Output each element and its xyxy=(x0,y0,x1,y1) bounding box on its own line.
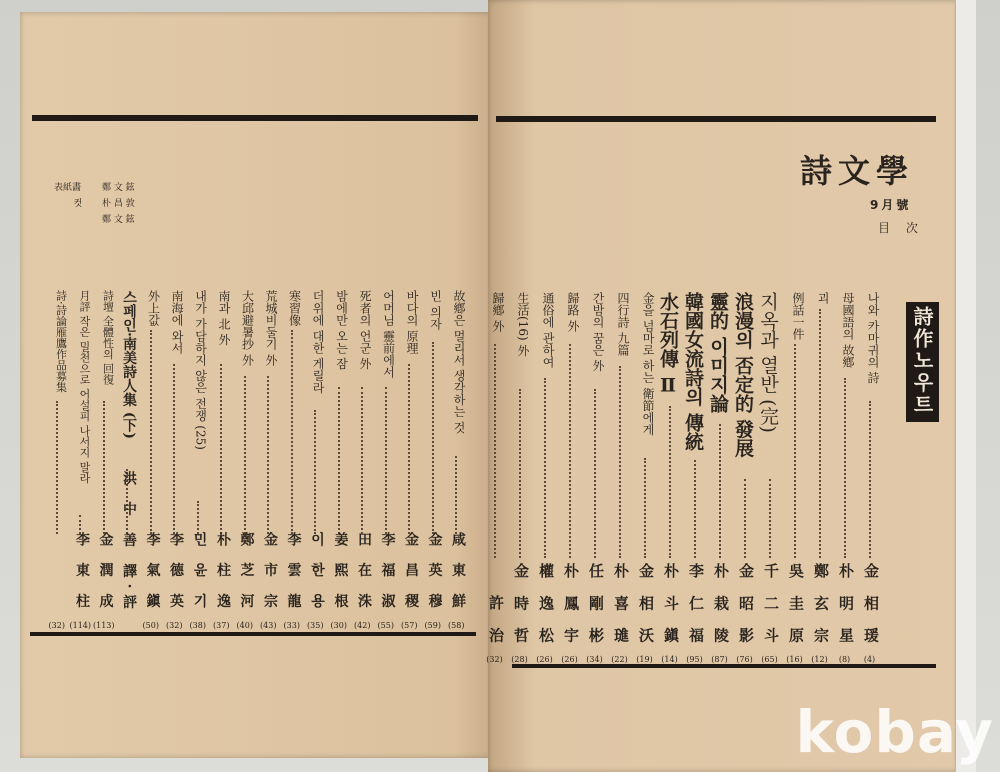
toc-page-number: (38) xyxy=(189,621,206,630)
credit-role: 表紙畵 xyxy=(54,183,82,193)
toc-entry xyxy=(482,292,507,664)
credit-name: 鄭 文 鉉 xyxy=(102,215,135,225)
toc-title: 詩壇 全體性의 回復 xyxy=(101,290,115,385)
leader-dots xyxy=(819,309,821,558)
toc-entry xyxy=(757,292,782,664)
toc-title: 月評 작은 밀천으로 어설피 나서지 말라 xyxy=(78,290,91,484)
leader-dots xyxy=(291,330,293,534)
toc-entry xyxy=(69,290,93,630)
leader-dots xyxy=(669,406,671,558)
toc-entry xyxy=(557,292,582,664)
right-toc-columns xyxy=(486,292,914,672)
leader-dots xyxy=(408,364,410,534)
toc-author: 金 市 宗 xyxy=(262,532,278,614)
toc-page-number: (19) xyxy=(636,655,653,664)
toc-entry xyxy=(398,290,422,630)
toc-author: 金 相 瑗 xyxy=(862,562,880,648)
kobay-watermark: kobay xyxy=(795,698,994,766)
bottom-rule xyxy=(30,632,476,636)
toc-title: 靈的 이미지論 xyxy=(707,292,729,413)
leader-dots xyxy=(719,424,721,558)
toc-page-number: (42) xyxy=(354,621,371,630)
leader-dots xyxy=(794,344,796,558)
toc-page-number: (35) xyxy=(307,621,324,630)
toc-author: 千 二 斗 xyxy=(762,562,780,648)
leader-dots xyxy=(432,342,434,534)
toc-title: 浪漫의 否定的 發展 xyxy=(732,292,754,458)
toc-author: 李 氣 鎭 xyxy=(144,532,161,614)
credits-list xyxy=(54,180,135,228)
toc-page-number: (30) xyxy=(330,621,347,630)
toc-page-number: (55) xyxy=(377,621,394,630)
leader-dots xyxy=(56,401,58,535)
toc-entry xyxy=(116,290,140,630)
toc-entry xyxy=(45,290,69,630)
toc-page-number: (8) xyxy=(838,655,851,664)
toc-title: 寒習像 xyxy=(287,290,302,326)
toc-title: 四行詩 九篇 xyxy=(616,292,630,356)
toc-entry xyxy=(280,290,304,630)
leader-dots xyxy=(338,387,340,534)
toc-page-number: (87) xyxy=(711,655,728,664)
credit-name: 鄭 文 鉉 xyxy=(102,183,135,193)
toc-author: 金 潤 成 xyxy=(97,532,114,614)
toc-page-number: (16) xyxy=(786,655,803,664)
toc-entry xyxy=(233,290,257,630)
toc-entry xyxy=(304,290,328,630)
left-toc-columns xyxy=(28,290,468,630)
toc-author: 許 治 xyxy=(487,594,505,648)
toc-page-number: (58) xyxy=(448,621,465,630)
toc-title: 詩·詩論雁鷹作品募集 xyxy=(54,290,68,393)
toc-entry xyxy=(632,292,657,664)
toc-author: 朴 栽 陵 xyxy=(712,562,730,648)
leader-dots xyxy=(844,378,846,558)
leader-dots xyxy=(619,366,621,558)
toc-title: 歸鄕 外 xyxy=(491,292,505,332)
leader-dots xyxy=(361,387,363,534)
leader-dots xyxy=(494,344,496,558)
leader-dots xyxy=(197,501,199,534)
credit-name: 朴 昌 敦 xyxy=(102,199,135,209)
toc-author: 鄭 芝 河 xyxy=(238,532,255,614)
toc-title: 死者의 언군 外 xyxy=(358,290,372,370)
toc-author: 咸 東 鮮 xyxy=(450,532,466,614)
right-page xyxy=(488,0,958,772)
toc-page-number: (114) xyxy=(69,621,91,630)
toc-title: 歸路 外 xyxy=(566,292,580,332)
leader-dots xyxy=(267,376,269,534)
toc-author: 이 한 용 xyxy=(309,532,325,614)
leader-dots xyxy=(644,458,646,558)
toc-title: 故鄕은 멀리서 생각하는 것 xyxy=(452,290,466,434)
toc-entry xyxy=(532,292,557,664)
toc-page-number: (76) xyxy=(736,655,753,664)
toc-entry xyxy=(421,290,445,630)
toc-entry xyxy=(186,290,210,630)
toc-title: 荒城비둘기 外 xyxy=(264,290,278,366)
toc-page-number: (12) xyxy=(811,655,828,664)
toc-author: 金 相 沃 xyxy=(637,562,655,648)
toc-author: 朴 斗 鎭 xyxy=(662,562,680,648)
toc-title: 水石列傳 Ⅱ xyxy=(657,292,679,397)
toc-title: 스페인·南美詩人集 (下) xyxy=(121,290,137,439)
credit-role: 컷 xyxy=(73,199,83,209)
toc-title: 나와 카마귀의 詩 xyxy=(866,292,880,384)
toc-entry xyxy=(139,290,163,630)
toc-author: 朴 明 星 xyxy=(837,562,855,648)
toc-page-number: (26) xyxy=(536,655,553,664)
toc-author: 任 剛 彬 xyxy=(587,562,605,648)
toc-page-number: (40) xyxy=(236,621,253,630)
toc-title: 어머님 靈前에서 xyxy=(381,290,396,378)
toc-title: 괴 xyxy=(816,292,830,304)
leader-dots xyxy=(220,364,222,534)
toc-entry xyxy=(374,290,398,630)
toc-author: 민 윤 기 xyxy=(191,532,208,614)
toc-page-number: (37) xyxy=(213,621,230,630)
toc-author: 朴 柱 逸 xyxy=(215,532,231,614)
toc-entry xyxy=(210,290,234,630)
toc-entry xyxy=(351,290,375,630)
page-edge xyxy=(955,0,976,772)
toc-entry xyxy=(327,290,351,630)
toc-page-number: (26) xyxy=(561,655,578,664)
toc-entry xyxy=(582,292,607,664)
toc-entry xyxy=(92,290,116,630)
toc-title: 南과 北 外 xyxy=(217,290,231,346)
toc-entry xyxy=(445,290,469,630)
bottom-rule xyxy=(512,664,936,668)
toc-author: 權 逸 松 xyxy=(537,562,555,648)
toc-title: 例話一件 xyxy=(791,292,805,340)
toc-title: 더위에 대한 게릴라 xyxy=(311,290,325,394)
leader-dots xyxy=(173,364,175,534)
toc-author: 鄭 玄 宗 xyxy=(812,562,830,648)
toc-author: 田 在 洙 xyxy=(356,532,372,614)
toc-title: 大邱避暑抄 外 xyxy=(240,290,255,366)
leader-dots xyxy=(744,479,746,559)
top-rule xyxy=(32,115,478,121)
toc-author: 李 福 淑 xyxy=(379,532,396,614)
leader-dots xyxy=(869,401,871,558)
toc-page-number: (28) xyxy=(511,655,528,664)
toc-author: 李 德 英 xyxy=(168,532,184,614)
toc-author: 李 東 柱 xyxy=(74,532,90,614)
top-rule xyxy=(496,116,936,122)
toc-title: 母國語의 故鄕 xyxy=(841,292,855,368)
toc-author: 吳 圭 原 xyxy=(787,562,805,648)
toc-entry xyxy=(657,292,682,664)
toc-page-number: (59) xyxy=(424,621,441,630)
toc-page-number: (32) xyxy=(48,621,65,630)
toc-title: 바다의 原理 xyxy=(405,290,419,354)
issue-label: 9月號 xyxy=(870,198,912,212)
toc-title: 金을 넘마로 하는 衛節에게 xyxy=(641,292,655,436)
toc-title: 外上값 xyxy=(146,290,161,326)
toc-author: 金 昌 稷 xyxy=(403,532,419,614)
leader-dots xyxy=(519,389,521,558)
leader-dots xyxy=(769,479,771,559)
leader-dots xyxy=(594,389,596,558)
toc-entry xyxy=(707,292,732,664)
toc-page-number: (34) xyxy=(586,655,603,664)
toc-entry xyxy=(607,292,632,664)
toc-page-number: (33) xyxy=(283,621,300,630)
toc-page-number: (65) xyxy=(761,655,778,664)
toc-entry xyxy=(832,292,857,664)
toc-page-number: (32) xyxy=(166,621,183,630)
toc-title: 通俗에 관하여 xyxy=(541,292,555,368)
toc-entry xyxy=(257,290,281,630)
toc-page-number: (43) xyxy=(260,621,277,630)
toc-title: 지옥과 열반 (完) xyxy=(757,292,779,433)
toc-page-number: (4) xyxy=(863,655,876,664)
toc-title: 내가 가담하지 않은 전쟁 (25) xyxy=(193,290,208,450)
leader-dots xyxy=(455,456,457,534)
toc-title: 빈 의자 xyxy=(428,290,443,330)
toc-author: 朴 喜 璡 xyxy=(612,562,630,648)
leader-dots xyxy=(314,410,316,534)
toc-author: 金 英 穆 xyxy=(426,532,443,614)
magazine-title: 詩文學 xyxy=(800,152,915,190)
leader-dots xyxy=(150,330,152,534)
toc-page-number: (57) xyxy=(401,621,418,630)
toc-author: 李 雲 龍 xyxy=(285,532,302,614)
toc-entry xyxy=(163,290,187,630)
toc-author: 姜 熙 根 xyxy=(332,532,349,614)
leader-dots xyxy=(244,376,246,534)
left-page xyxy=(20,12,492,758)
toc-label: 目 次 xyxy=(878,221,924,235)
toc-title: 간밤의 꿈은 外 xyxy=(591,292,605,372)
leader-dots xyxy=(103,401,105,535)
toc-title: 生活(16) 外 xyxy=(516,292,530,357)
toc-entry xyxy=(732,292,757,664)
toc-entry xyxy=(782,292,807,664)
toc-page-number: (22) xyxy=(611,655,628,664)
toc-author: 洪 中 善 譯·評 xyxy=(121,470,137,614)
toc-author: 金 時 哲 xyxy=(512,562,530,648)
leader-dots xyxy=(569,344,571,558)
toc-author: 朴 鳳 宇 xyxy=(562,562,580,648)
toc-page-number: (113) xyxy=(92,621,115,630)
toc-author: 李 仁 福 xyxy=(687,562,705,648)
toc-entry xyxy=(857,292,882,664)
toc-page-number: (14) xyxy=(661,655,678,664)
toc-page-number: (95) xyxy=(686,655,703,664)
toc-page-number: (32) xyxy=(486,655,503,664)
toc-author: 金 昭 影 xyxy=(737,562,755,648)
toc-page-number: (50) xyxy=(142,621,159,630)
toc-title: 南海에 와서 xyxy=(170,290,184,354)
toc-entry xyxy=(507,292,532,664)
leader-dots xyxy=(694,460,696,558)
leader-dots xyxy=(385,387,387,534)
toc-title: 韓國女流詩의 傳統 xyxy=(682,292,704,451)
leader-dots xyxy=(544,378,546,558)
toc-entry xyxy=(682,292,707,664)
toc-title: 밤에만 오는 잠 xyxy=(334,290,349,370)
toc-entry xyxy=(807,292,832,664)
section-badge: 詩作노우트 xyxy=(906,302,939,422)
